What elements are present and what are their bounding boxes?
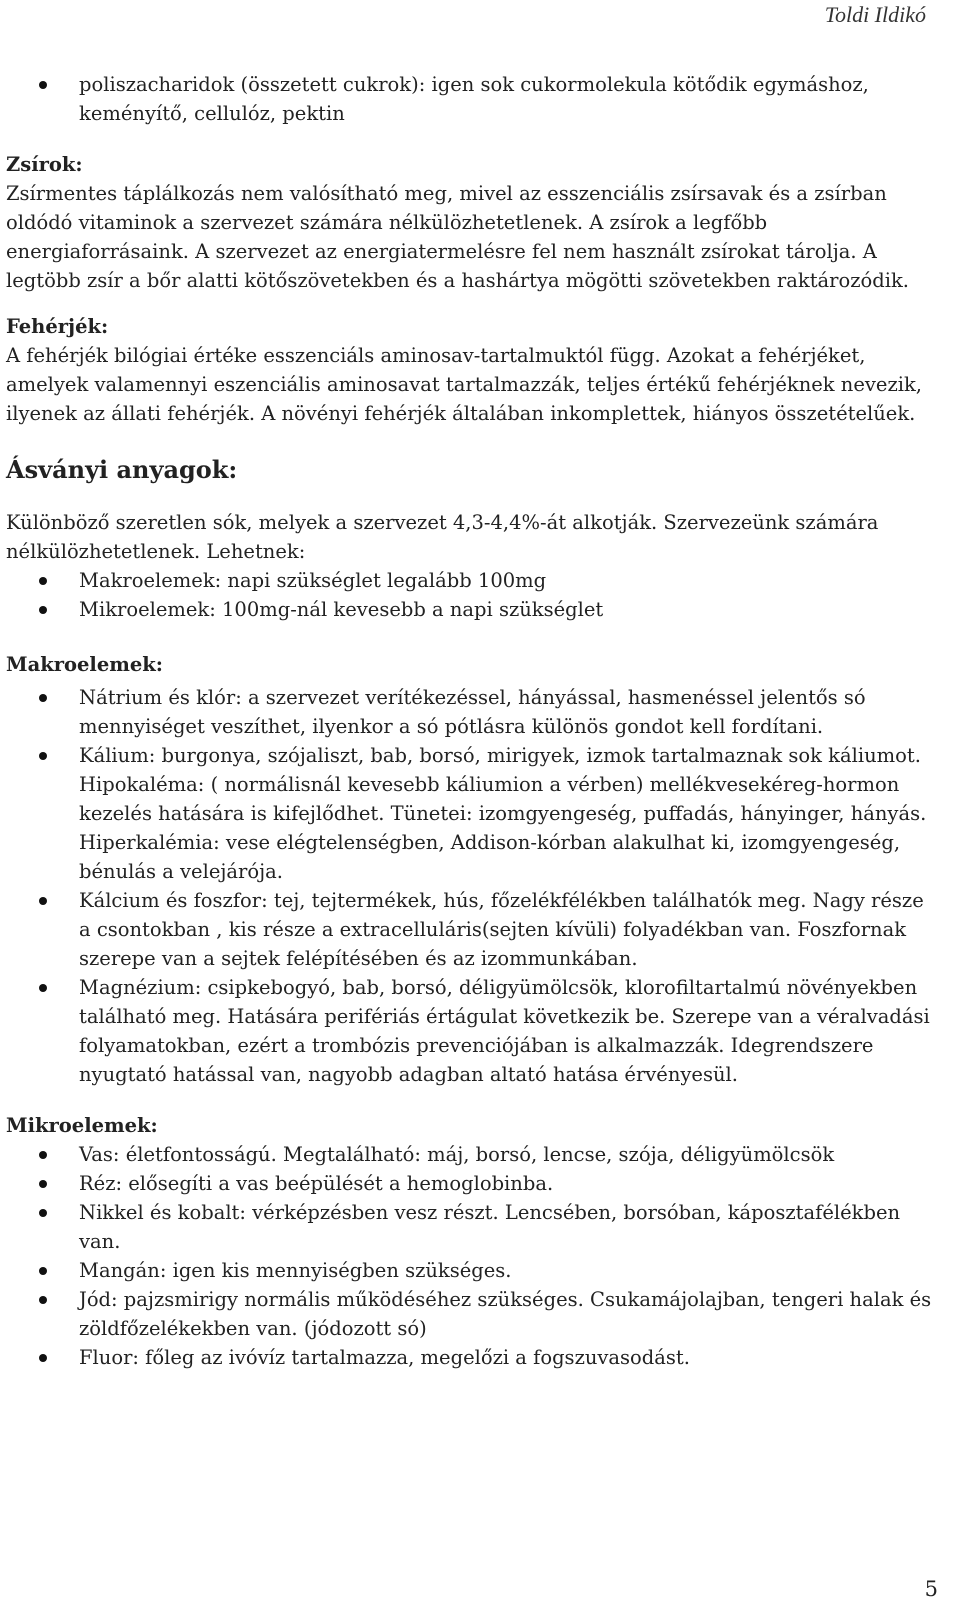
proteins-section [6,312,936,428]
list-item: Makroelemek: napi szükséglet legalább 100mg [6,566,936,595]
page-number: 5 [924,1577,938,1601]
section-heading-minerals: Ásványi anyagok: [6,455,238,484]
list-item: Mikroelemek: 100mg-nál kevesebb a napi szükséglet [6,595,936,624]
proteins-paragraph: A fehérjék bilógiai értéke esszenciáls aminosav-tartalmuktól függ. Azokat a fehérjéket, amelyek valamennyi eszenciális aminosavat tartalmazzák, teljes értékű fehérjéknek nevezik, ilyenek az állati fehérjék. A növényi fehérjék általában inkomplettek, hiányos összetételűek. [6,344,922,425]
fats-paragraph: Zsírmentes táplálkozás nem valósítható meg, mivel az esszenciális zsírsavak és a zsírban oldódó vitaminok a szervezet számára nélkülözhetetlenek. A zsírok a legfőbb energiaforrásaink. A szervezet az energiatermelésre fel nem használt zsírokat tárolja. A legtöbb zsír a bőr alatti kötőszövetekben és a hashártya mögötti szövetekben raktározódik. [6,182,909,292]
minerals-section [6,454,936,624]
macro-section [6,650,936,1089]
minerals-list [6,566,936,624]
fats-section [6,150,936,295]
document-body [6,70,936,1372]
list-item: Réz: elősegíti a vas beépülését a hemoglobinba. [6,1169,936,1198]
list-item: Mangán: igen kis mennyiségben szükséges. [6,1256,936,1285]
list-item: Fluor: főleg az ivóvíz tartalmazza, megelőzi a fogszuvasodást. [6,1343,936,1372]
list-item: Nátrium és klór: a szervezet verítékezéssel, hányással, hasmenéssel jelentős só mennyiséget veszíthet, ilyenkor a só pótlásra különös gondot kell fordítani. [6,683,936,741]
section-heading-macro: Makroelemek: [6,653,163,676]
section-heading-proteins: Fehérjék: [6,315,109,338]
micro-list [6,1140,936,1372]
list-item: Magnézium: csipkebogyó, bab, borsó, déligyümölcsök, klorofiltartalmú növényekben található meg. Hatására perifériás értágulat következik be. Szerepe van a véralvadási folyamatokban, ezért a trombózis prevenciójában is alkalmazzák. Idegrendszere nyugtató hatással van, nagyobb adagban altató hatása érvényesül. [6,973,936,1089]
section-heading-fats: Zsírok: [6,153,83,176]
list-item: poliszacharidok (összetett cukrok): igen sok cukormolekula kötődik egymáshoz, keményítő, cellulóz, pektin [6,70,936,128]
list-item: Kálium: burgonya, szójaliszt, bab, borsó, mirigyek, izmok tartalmaznak sok káliumot. Hipokaléma: ( normálisnál kevesebb káliumion a vérben) mellékvesekéreg-hormon kezelés hatására is kifejlődhet. Tünetei: izomgyengeség, puffadás, hányinger, hányás. Hiperkalémia: vese elégtelenségben, Addison-kórban alakulhat ki, izomgyengeség, bénulás a velejárója. [6,741,936,886]
macro-list [6,683,936,1089]
section-heading-micro: Mikroelemek: [6,1114,158,1137]
micro-section [6,1111,936,1372]
list-item: Nikkel és kobalt: vérképzésben vesz részt. Lencsében, borsóban, káposztafélékben van. [6,1198,936,1256]
author-name: Toldi Ildikó [824,2,926,27]
list-item: Vas: életfontosságú. Megtalálható: máj, borsó, lencse, szója, déligyümölcsök [6,1140,936,1169]
list-item: Jód: pajzsmirigy normális működéséhez szükséges. Csukamájolajban, tengeri halak és zöldfőzelékekben van. (jódozott só) [6,1285,936,1343]
intro-list [6,70,936,128]
minerals-paragraph: Különböző szeretlen sók, melyek a szervezet 4,3-4,4%-át alkotják. Szervezeünk számára nélkülözhetetlenek. Lehetnek: [6,511,879,563]
list-item: Kálcium és foszfor: tej, tejtermékek, hús, főzelékfélékben találhatók meg. Nagy része a csontokban , kis része a extracelluláris(sejten kívüli) folyadékban van. Foszfornak szerepe van a sejtek felépítésében és az izommunkában. [6,886,936,973]
